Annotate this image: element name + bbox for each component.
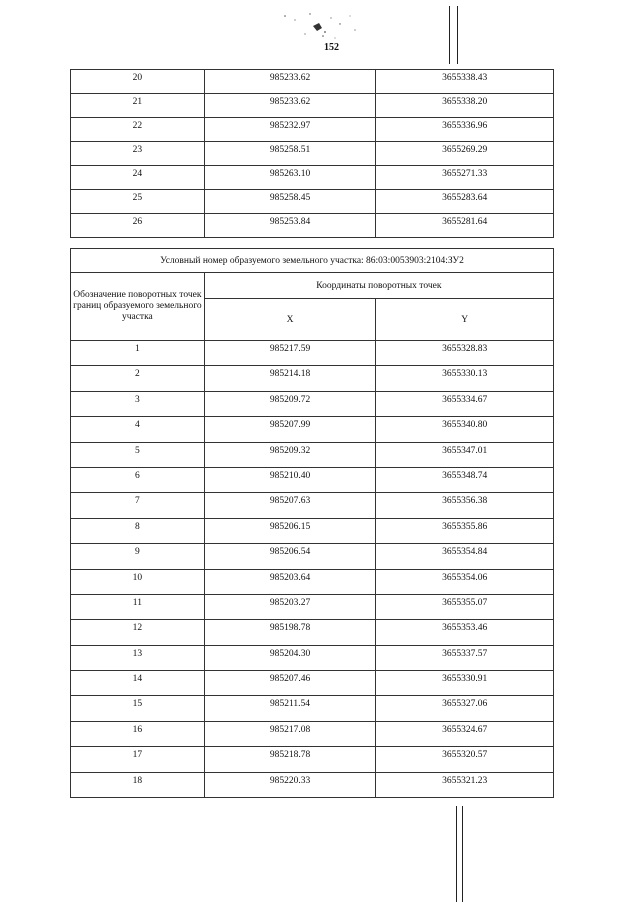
y-coordinate-cell: 3655355.86 (376, 518, 554, 543)
point-number-cell: 16 (71, 721, 205, 746)
y-coordinate-cell: 3655320.57 (376, 747, 554, 772)
y-coordinate-cell: 3655336.96 (376, 118, 554, 142)
binding-line (456, 806, 457, 902)
y-coordinate-cell: 3655347.01 (376, 442, 554, 467)
x-coordinate-cell: 985211.54 (204, 696, 376, 721)
point-number-cell: 17 (71, 747, 205, 772)
table-row (71, 142, 554, 166)
y-coordinate-cell: 3655338.43 (376, 70, 554, 94)
x-coordinate-cell: 985206.15 (204, 518, 376, 543)
coordinates-table-continued (70, 69, 554, 238)
table-row (71, 747, 554, 772)
x-coordinate-cell: 985214.18 (204, 366, 376, 391)
table-row (71, 442, 554, 467)
y-coordinate-cell: 3655356.38 (376, 493, 554, 518)
x-coordinate-cell: 985198.78 (204, 620, 376, 645)
table-row (71, 544, 554, 569)
page-number: 152 (324, 42, 339, 53)
header-x: X (204, 299, 376, 341)
table-row (71, 166, 554, 190)
y-coordinate-cell: 3655337.57 (376, 645, 554, 670)
point-number-cell: 10 (71, 569, 205, 594)
table-row (71, 190, 554, 214)
point-number-cell: 24 (71, 166, 205, 190)
point-number-cell: 20 (71, 70, 205, 94)
x-coordinate-cell: 985204.30 (204, 645, 376, 670)
x-coordinate-cell: 985203.27 (204, 594, 376, 619)
point-number-cell: 1 (71, 341, 205, 366)
plot-caption: Условный номер образуемого земельного участка: 86:03:0053903:2104:ЗУ2 (71, 249, 554, 273)
point-number-cell: 2 (71, 366, 205, 391)
point-number-cell: 9 (71, 544, 205, 569)
x-coordinate-cell: 985203.64 (204, 569, 376, 594)
table-row (71, 594, 554, 619)
table-row (71, 721, 554, 746)
table-row (71, 118, 554, 142)
table-row (71, 493, 554, 518)
x-coordinate-cell: 985209.32 (204, 442, 376, 467)
x-coordinate-cell: 985217.08 (204, 721, 376, 746)
table-row (71, 569, 554, 594)
point-number-cell: 22 (71, 118, 205, 142)
x-coordinate-cell: 985210.40 (204, 467, 376, 492)
point-number-cell: 5 (71, 442, 205, 467)
x-coordinate-cell: 985258.51 (204, 142, 376, 166)
point-number-cell: 18 (71, 772, 205, 797)
point-number-cell: 12 (71, 620, 205, 645)
y-coordinate-cell: 3655330.91 (376, 671, 554, 696)
x-coordinate-cell: 985233.62 (204, 70, 376, 94)
point-number-cell: 3 (71, 391, 205, 416)
x-coordinate-cell: 985207.99 (204, 417, 376, 442)
x-coordinate-cell: 985233.62 (204, 94, 376, 118)
header-y: Y (376, 299, 554, 341)
binding-line (462, 806, 463, 902)
binding-line (449, 6, 450, 64)
y-coordinate-cell: 3655334.67 (376, 391, 554, 416)
point-number-cell: 14 (71, 671, 205, 696)
table-row (71, 671, 554, 696)
table-row (71, 391, 554, 416)
x-coordinate-cell: 985218.78 (204, 747, 376, 772)
y-coordinate-cell: 3655324.67 (376, 721, 554, 746)
point-number-cell: 13 (71, 645, 205, 670)
table-row (71, 341, 554, 366)
coordinates-table-zu2 (70, 248, 554, 798)
x-coordinate-cell: 985263.10 (204, 166, 376, 190)
x-coordinate-cell: 985207.63 (204, 493, 376, 518)
table-row (71, 696, 554, 721)
y-coordinate-cell: 3655330.13 (376, 366, 554, 391)
y-coordinate-cell: 3655353.46 (376, 620, 554, 645)
point-number-cell: 4 (71, 417, 205, 442)
y-coordinate-cell: 3655271.33 (376, 166, 554, 190)
table-row (71, 772, 554, 797)
x-coordinate-cell: 985220.33 (204, 772, 376, 797)
table-row (71, 467, 554, 492)
y-coordinate-cell: 3655354.84 (376, 544, 554, 569)
point-number-cell: 25 (71, 190, 205, 214)
header-coordinates: Координаты поворотных точек (204, 273, 553, 299)
y-coordinate-cell: 3655328.83 (376, 341, 554, 366)
x-coordinate-cell: 985232.97 (204, 118, 376, 142)
x-coordinate-cell: 985209.72 (204, 391, 376, 416)
point-number-cell: 6 (71, 467, 205, 492)
x-coordinate-cell: 985217.59 (204, 341, 376, 366)
point-number-cell: 15 (71, 696, 205, 721)
y-coordinate-cell: 3655321.23 (376, 772, 554, 797)
table-row (71, 518, 554, 543)
y-coordinate-cell: 3655269.29 (376, 142, 554, 166)
x-coordinate-cell: 985253.84 (204, 214, 376, 238)
table-row (71, 417, 554, 442)
y-coordinate-cell: 3655327.06 (376, 696, 554, 721)
table-row (71, 94, 554, 118)
table-row (71, 366, 554, 391)
table-row (71, 645, 554, 670)
header-points: Обозначение поворотных точек границ образуемого земельного участка (71, 273, 205, 341)
y-coordinate-cell: 3655281.64 (376, 214, 554, 238)
x-coordinate-cell: 985206.54 (204, 544, 376, 569)
point-number-cell: 23 (71, 142, 205, 166)
y-coordinate-cell: 3655348.74 (376, 467, 554, 492)
table-row (71, 620, 554, 645)
binding-line (457, 6, 458, 64)
table-row (71, 70, 554, 94)
y-coordinate-cell: 3655355.07 (376, 594, 554, 619)
y-coordinate-cell: 3655338.20 (376, 94, 554, 118)
y-coordinate-cell: 3655340.80 (376, 417, 554, 442)
scan-stamp-mark (265, 6, 375, 42)
x-coordinate-cell: 985207.46 (204, 671, 376, 696)
point-number-cell: 26 (71, 214, 205, 238)
y-coordinate-cell: 3655354.06 (376, 569, 554, 594)
point-number-cell: 21 (71, 94, 205, 118)
point-number-cell: 7 (71, 493, 205, 518)
x-coordinate-cell: 985258.45 (204, 190, 376, 214)
table-row (71, 214, 554, 238)
point-number-cell: 8 (71, 518, 205, 543)
y-coordinate-cell: 3655283.64 (376, 190, 554, 214)
point-number-cell: 11 (71, 594, 205, 619)
